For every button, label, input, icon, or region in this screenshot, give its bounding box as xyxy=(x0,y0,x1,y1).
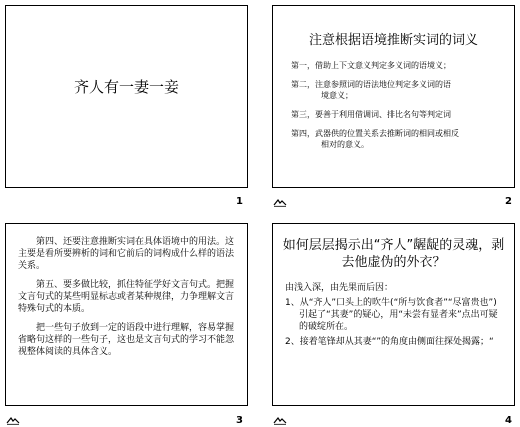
item-text-cont: 境意义； xyxy=(321,91,353,100)
notes-icon[interactable] xyxy=(273,198,287,207)
item-text: 武器供的位置关系去推断词的相同或相反 xyxy=(315,129,459,138)
slide-3-body xyxy=(18,236,235,365)
list-item xyxy=(291,109,504,120)
paragraph: 第五、要多做比较，抓住特征学好文言句式。把握文言句式的某些明显标志或者某种规律，力争理解文言特殊句式的本质。 xyxy=(18,280,235,314)
list-item xyxy=(291,79,504,101)
item-label: 第四， xyxy=(291,129,315,138)
item-label: 第三， xyxy=(291,110,315,119)
slide-4[interactable] xyxy=(272,223,515,406)
slide-3-number: 3 xyxy=(236,415,243,426)
slide-1-title: 齐人有一妻一妾 xyxy=(73,78,179,96)
slide-1[interactable] xyxy=(5,5,248,188)
slide-2-title: 注意根据语境推断实词的词义 xyxy=(308,33,478,48)
slide-2[interactable] xyxy=(272,5,515,188)
intro-text: 由浅入深，由先果而后因： xyxy=(285,283,394,293)
item-label: 第一， xyxy=(291,61,315,70)
slide-4-title: 如何层层揭示出“齐人”龌龊的灵魂，剥去他虚伪的外衣？ xyxy=(282,238,505,270)
item-text: 注意参照词的语法地位判定多义词的语 xyxy=(315,80,451,89)
slide-4-number: 4 xyxy=(505,415,512,426)
paragraph: 第四、还要注意推断实词在具体语境中的用法。这主要是看所要辨析的词和它前后的词构成什么样的语法关系。 xyxy=(18,237,235,271)
list-item xyxy=(291,128,504,150)
item-text-cont: 相对的意义。 xyxy=(321,140,369,149)
slide-2-list xyxy=(291,60,504,158)
item-label: 第二， xyxy=(291,80,315,89)
list-item xyxy=(291,60,504,71)
paragraph: 把一些句子放到一定的语段中进行理解，容易掌握省略句这样的一些句子，这也是文言句式的学习不能忽视整体阅读的具体含义。 xyxy=(18,323,235,357)
slide-3[interactable] xyxy=(5,223,248,406)
slide-1-number: 1 xyxy=(236,196,243,207)
list-item: 2、接着笔锋却从其妻“”的角度由侧面往探处揭露；“ xyxy=(285,337,494,347)
slide-4-body xyxy=(285,282,504,351)
item-text: 借助上下文意义判定多义词的语境义； xyxy=(315,61,451,70)
item-text: 要善于利用借调词、排比名句等判定词 xyxy=(315,110,451,119)
list-item: 1、从“齐人”口头上的吹牛(“所与饮食者”“尽富贵也”)引起了“其妻”的疑心，用“未尝有显者来”点出可疑的破绽所在。 xyxy=(285,298,498,332)
notes-icon[interactable] xyxy=(273,416,287,425)
slide-2-number: 2 xyxy=(505,196,512,207)
notes-icon[interactable] xyxy=(6,416,20,425)
